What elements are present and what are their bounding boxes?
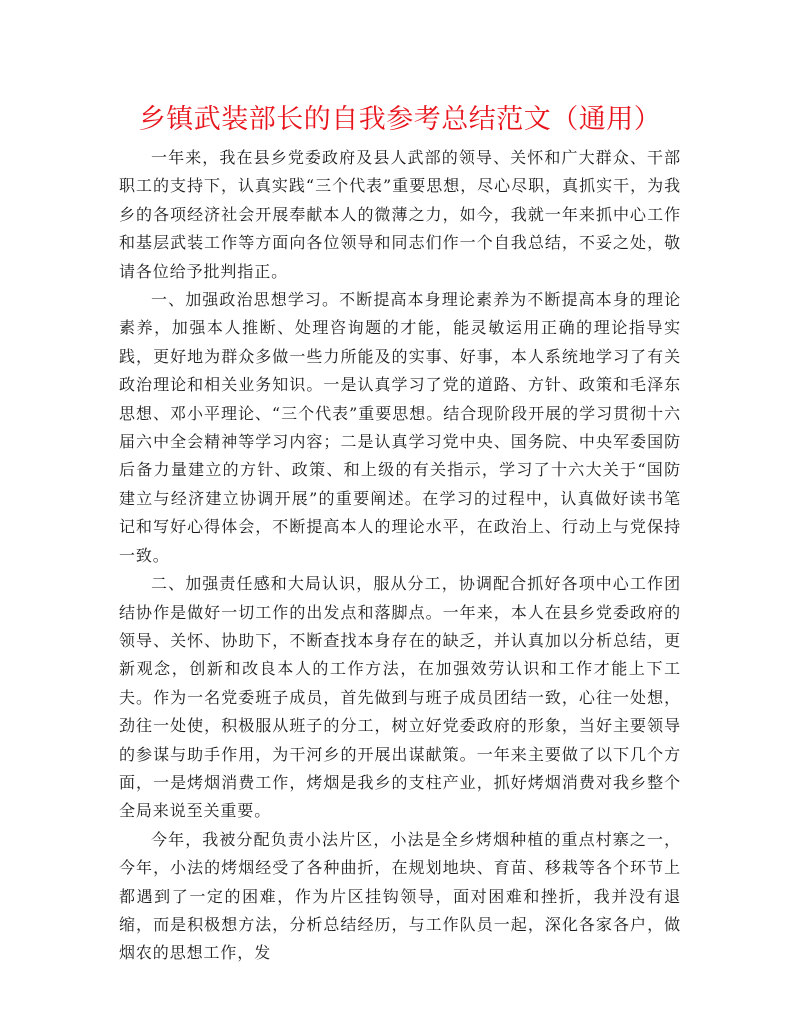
paragraph-intro: 一年来，我在县乡党委政府及县人武部的领导、关怀和广大群众、干部职工的支持下，认真实践“三个代表”重要思想，尽心尽职，真抓实干，为我乡的各项经济社会开展奉献本人的微薄之力，如今，我就一年来抓中心工作和基层武装工作等方面向各位领导和同志们作一个自我总结，不妥之处，敬请各位给予批判指正。 <box>119 148 681 281</box>
paragraph-xiaofa-district: 今年，我被分配负责小法片区，小法是全乡烤烟种植的重点村寨之一，今年，小法的烤烟经受了各种曲折，在规划地块、育苗、移栽等各个环节上都遇到了一定的困难，作为片区挂钩领导，面对困难和挫折，我并没有退缩，而是积极想方法，分析总结经历，与工作队员一起，深化各家各户，做烟农的思想工作，发 <box>119 829 681 963</box>
paragraph-political-study: 一、加强政治思想学习。不断提高本身理论素养为不断提高本身的理论素养，加强本人推断、处理咨询题的才能，能灵敏运用正确的理论指导实践，更好地为群众多做一些力所能及的实事、好事，本人系统地学习了有关政治理论和相关业务知识。一是认真学习了党的道路、方针、政策和毛泽东思想、邓小平理论、“三个代表”重要思想。结合现阶段开展的学习贯彻十六届六中全会精神等学习内容；二是认真学习党中央、国务院、中央军委国防后备力量建立的方针、政策、和上级的有关指示，学习了十六大关于“国防建立与经济建立协调开展”的重要阐述。在学习的过程中，认真做好读书笔记和写好心得体会，不断提高本人的理论水平，在政治上、行动上与党保持一致。 <box>119 290 681 565</box>
paragraph-responsibility: 二、加强责任感和大局认识，服从分工，协调配合抓好各项中心工作团结协作是做好一切工作的出发点和落脚点。一年来，本人在县乡党委政府的领导、关怀、协助下，不断查找本身存在的缺乏，并认真加以分析总结，更新观念，创新和改良本人的工作方法，在加强效劳认识和工作才能上下工夫。作为一名党委班子成员，首先做到与班子成员团结一致，心往一处想，劲往一处使，积极服从班子的分工，树立好党委政府的形象，当好主要领导的参谋与助手作用，为干河乡的开展出谋献策。一年来主要做了以下几个方面，一是烤烟消费工作，烤烟是我乡的支柱产业，抓好烤烟消费对我乡整个全局来说至关重要。 <box>119 574 681 821</box>
document-title: 乡镇武装部长的自我参考总结范文（通用） <box>138 104 662 135</box>
document-body <box>119 144 681 968</box>
